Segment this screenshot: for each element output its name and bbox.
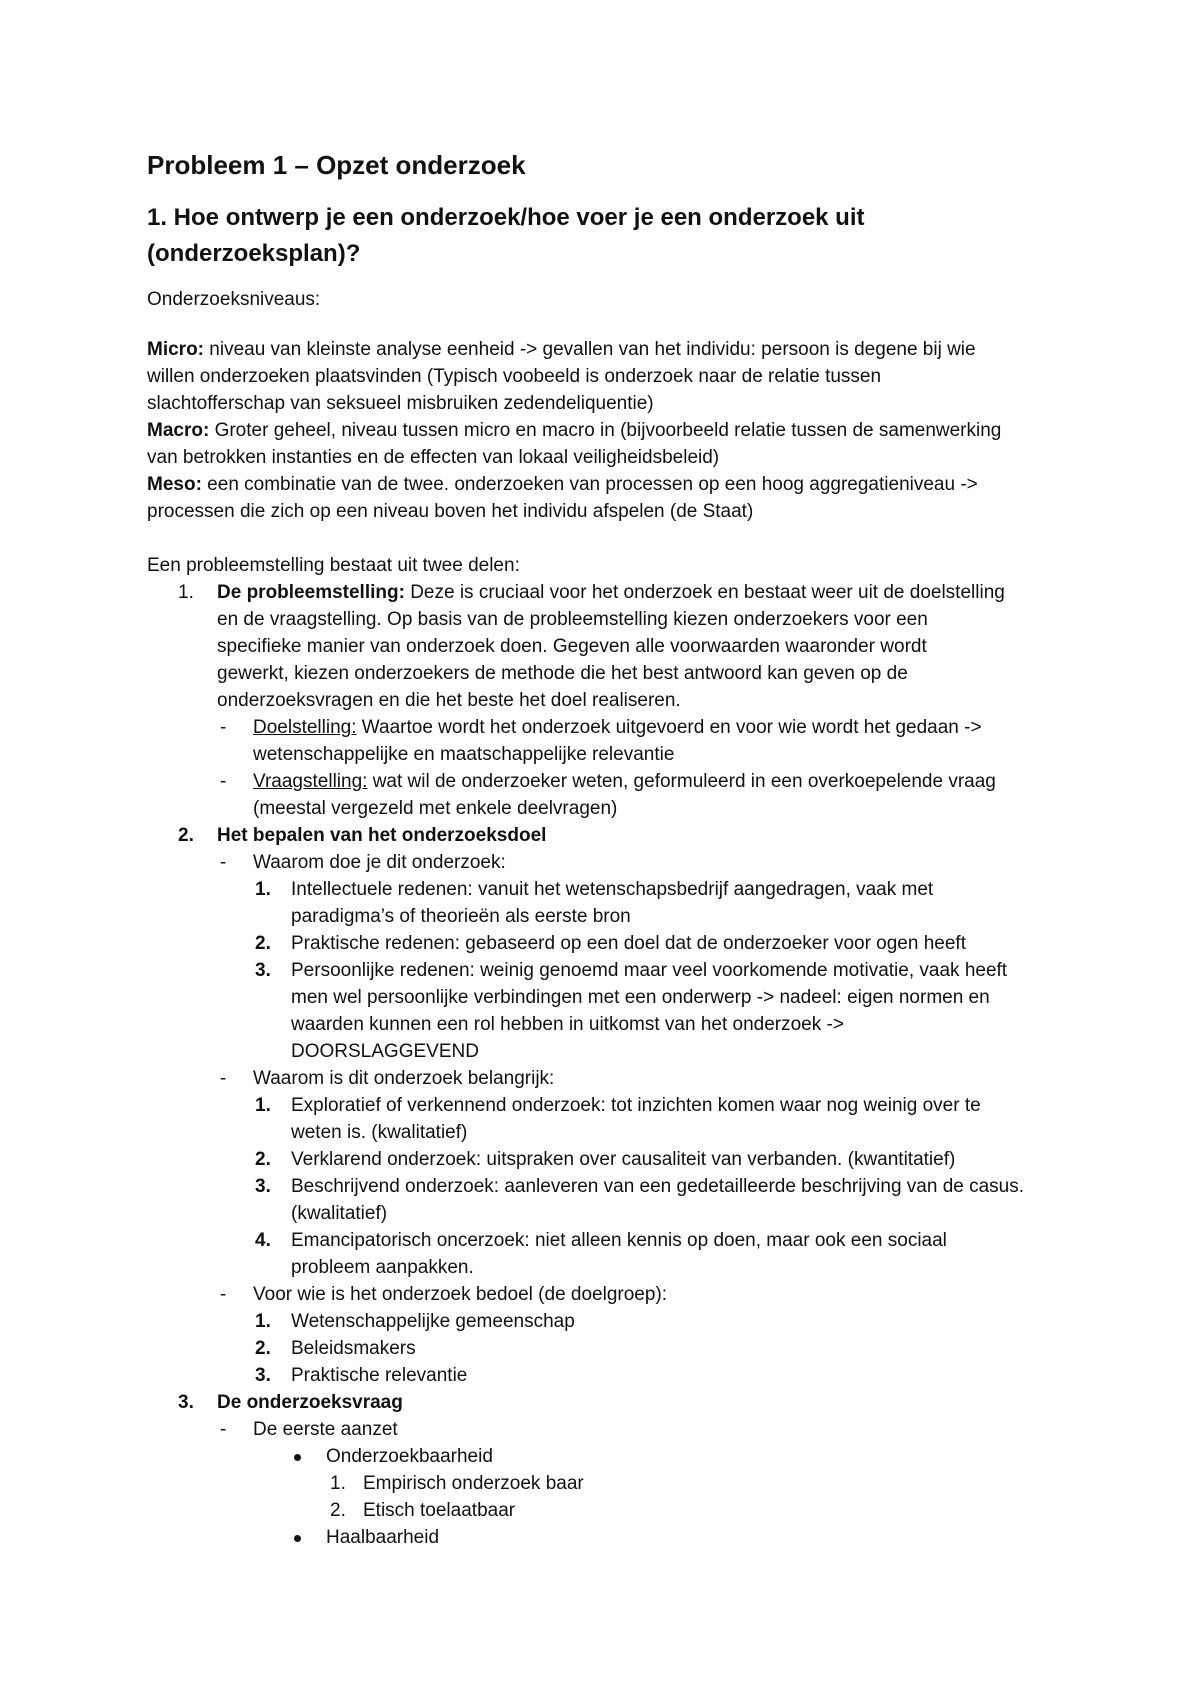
type4-line1: Emancipatorisch oncerzoek: niet alleen kennis op doen, maar ook een sociaal	[291, 1230, 947, 1251]
doelstelling-line2: wetenschappelijke en maatschappelijke relevantie	[253, 744, 675, 765]
item1-line3: specifieke manier van onderzoek doen. Gegeven alle voorwaarden waaronder wordt	[217, 636, 927, 657]
bullet-haalbaarheid: Haalbaarheid	[326, 1527, 440, 1548]
type3-line1: Beschrijvend onderzoek: aanleveren van een gedetailleerde beschrijving van de casus.	[291, 1176, 1025, 1197]
dash-marker: -	[220, 852, 227, 873]
list-number: 3.	[255, 1365, 271, 1386]
doelstelling-line1: Doelstelling: Waartoe wordt het onderzoek uitgevoerd en voor wie wordt het gedaan ->	[253, 717, 982, 738]
sub-empirisch: Empirisch onderzoek baar	[363, 1473, 584, 1494]
type2-line1: Verklarend onderzoek: uitspraken over causaliteit van verbanden. (kwantitatief)	[291, 1149, 956, 1170]
problem-intro: Een probleemstelling bestaat uit twee delen:	[147, 555, 520, 576]
list-number: 3.	[255, 960, 271, 981]
list-number: 3.	[255, 1176, 271, 1197]
list-number: 1.	[255, 879, 271, 900]
micro-line1: Micro: niveau van kleinste analyse eenheid -> gevallen van het individu: persoon is degene bij wie	[147, 339, 976, 360]
list-number: 2.	[255, 1149, 271, 1170]
vraagstelling-line2: (meestal vergezeld met enkele deelvragen)	[253, 798, 618, 819]
type3-line2: (kwalitatief)	[291, 1203, 388, 1224]
reason3-line1: Persoonlijke redenen: weinig genoemd maar veel voorkomende motivatie, vaak heeft	[291, 960, 1008, 981]
question-heading-line2: (onderzoeksplan)?	[147, 240, 361, 267]
meso-line1: Meso: een combinatie van de twee. onderzoeken van processen op een hoog aggregatieniveau ->	[147, 474, 978, 495]
type1-line2: weten is. (kwalitatief)	[291, 1122, 468, 1143]
list-number: 4.	[255, 1230, 271, 1251]
macro-line1: Macro: Groter geheel, niveau tussen micro en macro in (bijvoorbeeld relatie tussen de samenwerking	[147, 420, 1002, 441]
type4-line2: probleem aanpakken.	[291, 1257, 474, 1278]
item1-line2: en de vraagstelling. Op basis van de probleemstelling kiezen onderzoekers voor een	[217, 609, 928, 630]
bullet-icon	[294, 1535, 301, 1542]
micro-line2: willen onderzoeken plaatsvinden (Typisch voobeeld is onderzoek naar de relatie tussen	[147, 366, 882, 387]
dash-marker: -	[220, 1068, 227, 1089]
reason2-line1: Praktische redenen: gebaseerd op een doel dat de onderzoeker voor ogen heeft	[291, 933, 966, 954]
levels-heading: Onderzoeksniveaus:	[147, 289, 321, 310]
question-heading-line1: 1. Hoe ontwerp je een onderzoek/hoe voer je een onderzoek uit	[147, 204, 865, 231]
list-number: 1.	[330, 1473, 346, 1494]
list-number: 2.	[178, 825, 194, 846]
important-heading: Waarom is dit onderzoek belangrijk:	[253, 1068, 555, 1089]
first-step-heading: De eerste aanzet	[253, 1419, 398, 1440]
why-heading: Waarom doe je dit onderzoek:	[253, 852, 506, 873]
list-number: 2.	[330, 1500, 346, 1521]
item1-line1: De probleemstelling: Deze is cruciaal voor het onderzoek en bestaat weer uit de doelstelling	[217, 582, 1005, 603]
list-number: 2.	[255, 1338, 271, 1359]
item1-line4: gewerkt, kiezen onderzoekers de methode die het best antwoord kan geven op de	[217, 663, 908, 684]
dash-marker: -	[220, 771, 227, 792]
reason1-line2: paradigma’s of theorieën als eerste bron	[291, 906, 631, 927]
audience1: Wetenschappelijke gemeenschap	[291, 1311, 575, 1332]
page-title: Probleem 1 – Opzet onderzoek	[147, 150, 526, 180]
micro-line3: slachtofferschap van seksueel misbruiken zedendeliquentie)	[147, 393, 654, 414]
reason3-line3: waarden kunnen een rol hebben in uitkomst van het onderzoek ->	[291, 1014, 844, 1035]
reason1-line1: Intellectuele redenen: vanuit het wetenschapsbedrijf aangedragen, vaak met	[291, 879, 934, 900]
item3-heading: De onderzoeksvraag	[217, 1392, 403, 1413]
audience-heading: Voor wie is het onderzoek bedoel (de doelgroep):	[253, 1284, 668, 1305]
reason3-line4: DOORSLAGGEVEND	[291, 1041, 479, 1062]
bullet-onderzoekbaarheid: Onderzoekbaarheid	[326, 1446, 493, 1467]
bullet-icon	[294, 1454, 301, 1461]
audience2: Beleidsmakers	[291, 1338, 416, 1359]
reason3-line2: men wel persoonlijke verbindingen met een onderwerp -> nadeel: eigen normen en	[291, 987, 990, 1008]
list-number: 1.	[178, 582, 194, 603]
type1-line1: Exploratief of verkennend onderzoek: tot inzichten komen waar nog weinig over te	[291, 1095, 981, 1116]
audience3: Praktische relevantie	[291, 1365, 468, 1386]
item2-heading: Het bepalen van het onderzoeksdoel	[217, 825, 547, 846]
sub-etisch: Etisch toelaatbaar	[363, 1500, 516, 1521]
list-number: 3.	[178, 1392, 194, 1413]
meso-line2: processen die zich op een niveau boven het individu afspelen (de Staat)	[147, 501, 754, 522]
item1-line5: onderzoeksvragen en die het beste het doel realiseren.	[217, 690, 681, 711]
dash-marker: -	[220, 1419, 227, 1440]
list-number: 1.	[255, 1095, 271, 1116]
dash-marker: -	[220, 717, 227, 738]
dash-marker: -	[220, 1284, 227, 1305]
vraagstelling-line1: Vraagstelling: wat wil de onderzoeker weten, geformuleerd in een overkoepelende vraag	[253, 771, 996, 792]
list-number: 1.	[255, 1311, 271, 1332]
macro-line2: van betrokken instanties en de effecten van lokaal veiligheidsbeleid)	[147, 447, 720, 468]
list-number: 2.	[255, 933, 271, 954]
